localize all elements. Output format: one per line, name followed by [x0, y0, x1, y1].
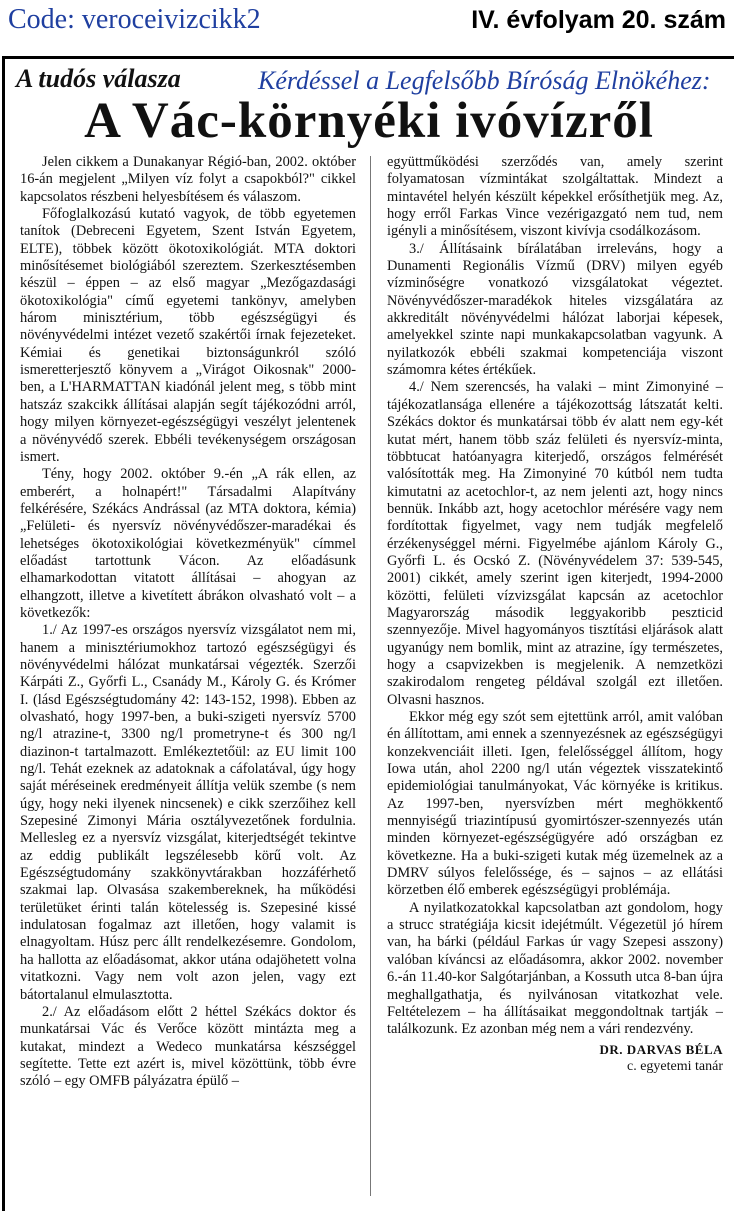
- left-column: [20, 154, 356, 1206]
- paragraph: Jelen cikkem a Dunakanyar Régió-ban, 2002. október 16-án megjelent „Milyen víz folyt a csapokból?" cikkel kapcsolatos részbeni helyesbítésem és válaszom.: [20, 154, 356, 205]
- right-column: [387, 154, 723, 1206]
- author-signature: DR. DARVAS BÉLA: [599, 1041, 723, 1057]
- paragraph: 4./ Nem szerencsés, ha valaki – mint Zimonyiné – tájékozatlansága ellenére a tájékozottság látszatát kelti. Székács doktor és munkatársai több év alatt nem egy-két kutat mért, hanem több száz felületi és nyersvíz-minta, többtucat hatóanyagra kiterjedő, országos felmérését valósították meg. Ha Zimonyiné 70 kútból nem tudta kimutatni az acetochlor-t, az nem jelenti azt, hogy nincs bennük. Inkább azt, hogy acetochlor mérésére vagy nem fordítottak figyelmet, vagy nem tudják megfelelő érzékenységgel mérni. Figyelmébe ajánlom Károly G., Győrfi L. és Ocskó Z. (Növényvédelem 37: 539-545, 2001) cikkét, amely szerint igen kiterjedt, 1994-2000 közötti, felületi vízvizsgálat kapcsán az acetochlor Magyarország második leggyakoribb peszticid szennyezője. Mivel hagyományos tisztítási eljárások alatt ugyanúgy nem bomlik, mint az atrazine, így természetes, hogy a csapvizekben is megjelenik. A nemzetközi szakirodalom rengeteg példával szolgál ezt illetően. Olvasni hasznos.: [387, 379, 723, 708]
- paragraph: Tény, hogy 2002. október 9.-én „A rák ellen, az emberért, a holnapért!" Társadalmi Alapítvány felkérésére, Székács Andrással (az MTA doktora, kémia) „Felületi- és nyersvíz növényvédőszer-maradékai és lehetséges ökotoxikológiai következményük" címmel előadást tartottunk Vácon. Az előadásunk elhamarkodottan vitatott állításai – ahogyan az elhangzott, illetve a kivetített ábrákon olvasható volt – a következők:: [20, 466, 356, 621]
- code-label: Code: veroceivizcikk2: [8, 4, 261, 35]
- issue-label: IV. évfolyam 20. szám: [471, 6, 726, 34]
- paragraph: Főfoglalkozású kutató vagyok, de több egyetemen tanítok (Debreceni Egyetem, Szent István Egyetem, ELTE), többek között ökotoxikológiát. MTA doktori minősítésemet biológiából szereztem. Szerkesztésemben készül – éppen – az első magyar „Mezőgazdasági ökotoxikológia" című egyetemi tankönyv, amelyben három minisztérium, több egészségügyi és növényvédelmi intézet vezető szakértői írnak fejezeteket. Kémiai és genetikai biztonságunkról szóló ismeretterjesztő könyvem a „Virágot Oikosnak" 2000-ben, a L'HARMATTAN kiadónál jelent meg, s több mint hatszáz szakcikk állításai alapján segít tájékozódni arról, hogy milyen környezet-egészségügyi veszélyt jelentenek a növényvédő szerek. Ebbéli tevékenységem országosan ismert.: [20, 206, 356, 465]
- headline: A Vác-környéki ivóvízről: [84, 93, 654, 149]
- paragraph: 3./ Állításaink bírálatában irreleváns, hogy a Dunamenti Regionális Vízmű (DRV) milyen egyéb vízminőségre vonatkozó vizsgálatokat végeztet. Növényvédőszer-maradékok hiteles vizsgálatára az akkreditált növényvédelmi hálózat laborjai képesek, amelyekkel szinte napi munkakapcsolatban vagyunk. A nyilatkozók ebbéli szakmai kompetenciája viszont számomra kétes értékűek.: [387, 240, 723, 379]
- author-title: c. egyetemi tanár: [626, 1058, 723, 1074]
- paragraph: 1./ Az 1997-es országos nyersvíz vizsgálatot nem mi, hanem a minisztériumokhoz tartozó egészségügyi és növényvédelmi hálózat munkatársai végezték. Szerzői Kárpáti Z., Győrfi L., Csanády M., Károly G. és Krómer I. (lásd Egészségtudomány 42: 143-152, 1998). Ebben az olvasható, hogy 1997-ben, a buki-szigeti nyersvíz 5700 ng/l atrazine-t, 3300 ng/l prometryne-t és 300 ng/l diazinon-t tartalmazott. Emlékeztetőül: az EU limit 100 ng/l. Tehát ezeknek az adatoknak a cáfolatával, úgy hogy saját méréseinek eredményeit állítja velük szembe (s nem úgy, hogy neki ilyenek nincsenek) e cikk szerzőihez kell Szepesiné Zimonyi Mária osztályvezetőnek fordulnia. Mellesleg ez a nyersvíz vizsgálat, kiterjedtségét tekintve az eddig publikált legszélesebb körű volt. Az Egészségtudomány szakkönyvtárakban hozzáférhető szakmai lap. Olvasása szakembereknek, ha működési területüket érinti talán kötelesség is. Szepesiné kissé indulatosan fogalmaz azt illetően, hogy valamit is elnagyoltam. Húsz perc állt rendelkezésemre. Gondolom, ha hallotta az előadásomat, akkor utána odajöhetett volna vitatkozni. Vagy nem volt azon jelen, vagy ezt bátortalanul elmulasztotta.: [20, 622, 356, 1003]
- paragraph: Ekkor még egy szót sem ejtettünk arról, amit valóban én állítottam, ami ennek a szennyezésnek az egészségügyi konzekvenciáit illeti. Igen, felelősséggel állítom, hogy Iowa után, ahol 2200 ng/l után végeztek visszatekintő epidemiológiai tanulmányokat, Vác környéke is kritikus. Az 1997-ben, nyersvízben mért meghökkentő mennyiségű triazintípusú gyomirtószer-szennyezés után minden környezet-egészségügyére adó országban ez következne. Ha a buki-szigeti kutak még üzemelnek az a DMRV súlyos felelőssége, és – sajnos – az ellátási körzetben élő emberek egészségügyi problémája.: [387, 709, 723, 899]
- page-header: [0, 0, 738, 44]
- question-line: Kérdéssel a Legfelsőbb Bíróság Elnökéhez:: [258, 66, 711, 95]
- paragraph: együttműködési szerződés van, amely szerint folyamatosan vízmintákat szolgáltattak. Mindezt a mintavétel helyén készült képekkel erősíthetjük meg. Az, hogy erről Farkas Vince vezérigazgató nem tud, nem igényli a minősítésem, viszont kivívja csodálkozásom.: [387, 154, 723, 240]
- paragraph: A nyilatkozatokkal kapcsolatban azt gondolom, hogy a strucc stratégiája kicsit idejétmúlt. Végezetül jó hírem van, ha bárki (például Farkas úr vagy Szepesi asszony) valóban kíváncsi az előadásomra, akkor 2002. november 6.-án 11.40-kor Salgótarjánban, a Kossuth utca 8-ban újra meghallgathatja, és nyilvánosan vitatkozhat vele. Feltételezem – ha állításaikat meggondoltnak tartják – találkozunk. Ez azonban még nem a vári rendezvény.: [387, 899, 723, 1038]
- paragraph: 2./ Az előadásom előtt 2 héttel Székács doktor és munkatársai Vác és Verőce között mintázta meg a kutakat, mindezt a Wedeco munkatársa készséggel segítette. Tette ezt azért is, mivel közöttünk, több évre szóló – egy OMFB pályázatra épülő –: [20, 1003, 356, 1090]
- rubric: A tudós válasza: [16, 64, 181, 93]
- column-divider: [370, 156, 371, 1196]
